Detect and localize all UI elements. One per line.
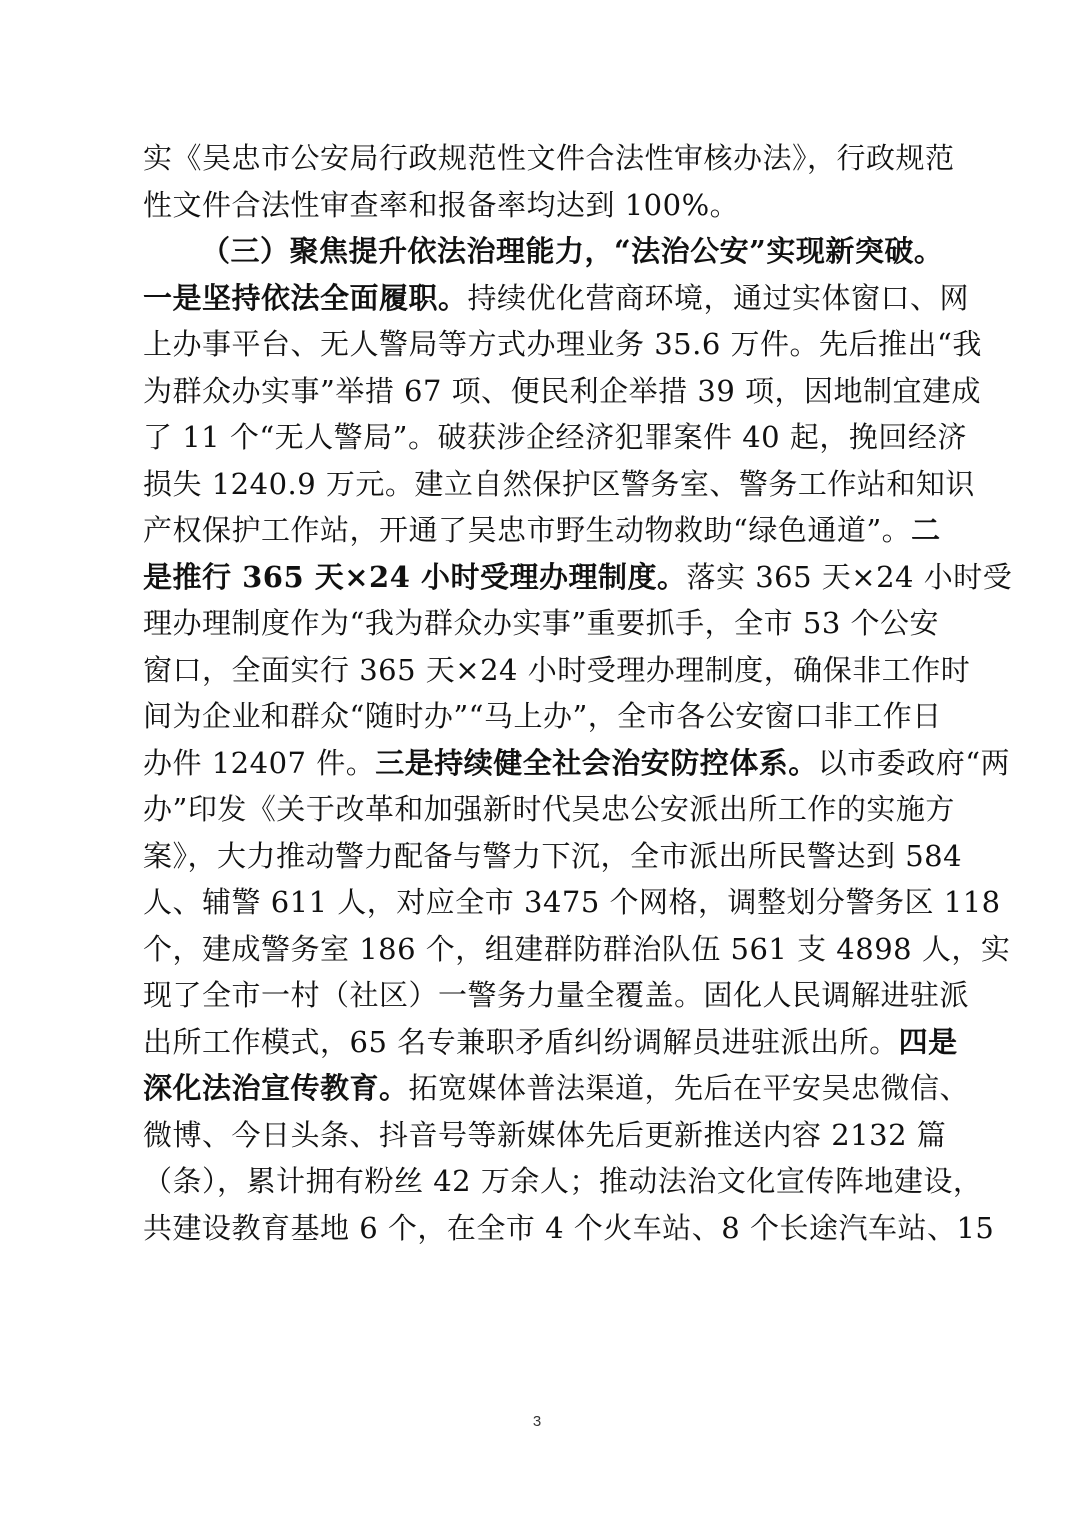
bold-text-segment: 一是坚持依法全面履职。 — [143, 280, 468, 315]
text-line — [143, 414, 967, 461]
text-line — [143, 228, 943, 275]
text-segment: 为群众办实事”举措 67 项、便民利企举措 39 项，因地制宜建成 — [143, 373, 982, 408]
bold-text-segment: 深化法治宣传教育。 — [143, 1071, 409, 1105]
text-line — [143, 647, 971, 694]
text-segment: 落实 365 天×24 小时受 — [686, 559, 1013, 594]
text-segment: 上办事平台、无人警局等方式办理业务 35.6 万件。先后推出“我 — [143, 327, 982, 361]
text-line — [143, 368, 982, 415]
text-line — [143, 693, 943, 740]
text-line — [143, 1065, 970, 1112]
text-segment: 实《吴忠市公安局行政规范性文件合法性审核办法》，行政规范 — [143, 141, 955, 175]
body-text — [143, 135, 1013, 1251]
text-line — [143, 461, 975, 508]
text-line — [143, 833, 963, 880]
text-line — [143, 1158, 983, 1205]
text-line — [143, 507, 943, 554]
text-line — [143, 182, 943, 229]
text-segment: 产权保护工作站，开通了吴忠市野生动物救助“绿色通道”。 — [143, 513, 912, 547]
text-line — [143, 135, 955, 182]
text-line — [143, 275, 970, 322]
text-segment: 现了全市一村（社区）一警务力量全覆盖。固化人民调解进驻派 — [143, 978, 970, 1012]
text-segment: 理办理制度作为“我为群众办实事”重要抓手，全市 53 个公安 — [143, 606, 939, 640]
bold-text-segment: （三）聚焦提升依法治理能力，“法治公安”实现新突破。 — [201, 234, 944, 268]
page-number: 3 — [532, 1413, 542, 1430]
text-line — [143, 600, 943, 647]
text-segment: 拓宽媒体普法渠道，先后在平安吴忠微信、 — [408, 1071, 970, 1105]
text-line — [143, 1205, 995, 1252]
text-segment: 微博、今日头条、抖音号等新媒体先后更新推送内容 2132 篇 — [143, 1117, 947, 1152]
text-segment: 持续优化营商环境，通过实体窗口、网 — [467, 280, 970, 315]
bold-text-segment: 二 — [911, 513, 941, 547]
text-segment: 办”印发《关于改革和加强新时代吴忠公安派出所工作的实施方 — [143, 792, 955, 826]
text-line — [143, 740, 1011, 787]
bold-text-segment: 是推行 365 天×24 小时受理办理制度。 — [143, 559, 687, 594]
text-segment: 间为企业和群众“随时办”“马上办”，全市各公安窗口非工作日 — [143, 699, 942, 733]
text-segment: 出所工作模式，65 名专兼职矛盾纠纷调解员进驻派出所。 — [143, 1024, 899, 1059]
text-segment: 个，建成警务室 186 个，组建群防群治队伍 561 支 4898 人，实 — [143, 931, 1011, 966]
text-segment: （条），累计拥有粉丝 42 万余人；推动法治文化宣传阵地建设， — [143, 1164, 983, 1198]
text-line — [143, 786, 955, 833]
text-segment: 共建设教育基地 6 个，在全市 4 个火车站、8 个长途汽车站、15 — [143, 1210, 995, 1245]
text-line — [143, 1019, 958, 1066]
text-segment: 窗口，全面实行 365 天×24 小时受理办理制度，确保非工作时 — [143, 652, 971, 687]
text-segment: 案》，大力推动警力配备与警力下沉，全市派出所民警达到 584 — [143, 838, 963, 873]
text-line — [143, 321, 982, 368]
text-line — [143, 926, 1011, 973]
bold-text-segment: 四是 — [898, 1024, 958, 1059]
text-line — [143, 879, 1001, 926]
text-segment: 性文件合法性审查率和报备率均达到 100%。 — [143, 187, 740, 222]
text-line — [143, 554, 1013, 601]
text-line — [143, 1112, 947, 1159]
text-line — [143, 972, 970, 1019]
text-segment: 人、辅警 611 人，对应全市 3475 个网格，调整划分警务区 118 — [143, 885, 1001, 919]
text-segment: 了 11 个“无人警局”。破获涉企经济犯罪案件 40 起，挽回经济 — [143, 420, 967, 454]
text-segment: 以市委政府“两 — [817, 745, 1011, 780]
bold-text-segment: 三是持续健全社会治安防控体系。 — [375, 745, 818, 780]
text-segment: 损失 1240.9 万元。建立自然保护区警务室、警务工作站和知识 — [143, 466, 975, 501]
text-segment: 办件 12407 件。 — [143, 745, 376, 780]
